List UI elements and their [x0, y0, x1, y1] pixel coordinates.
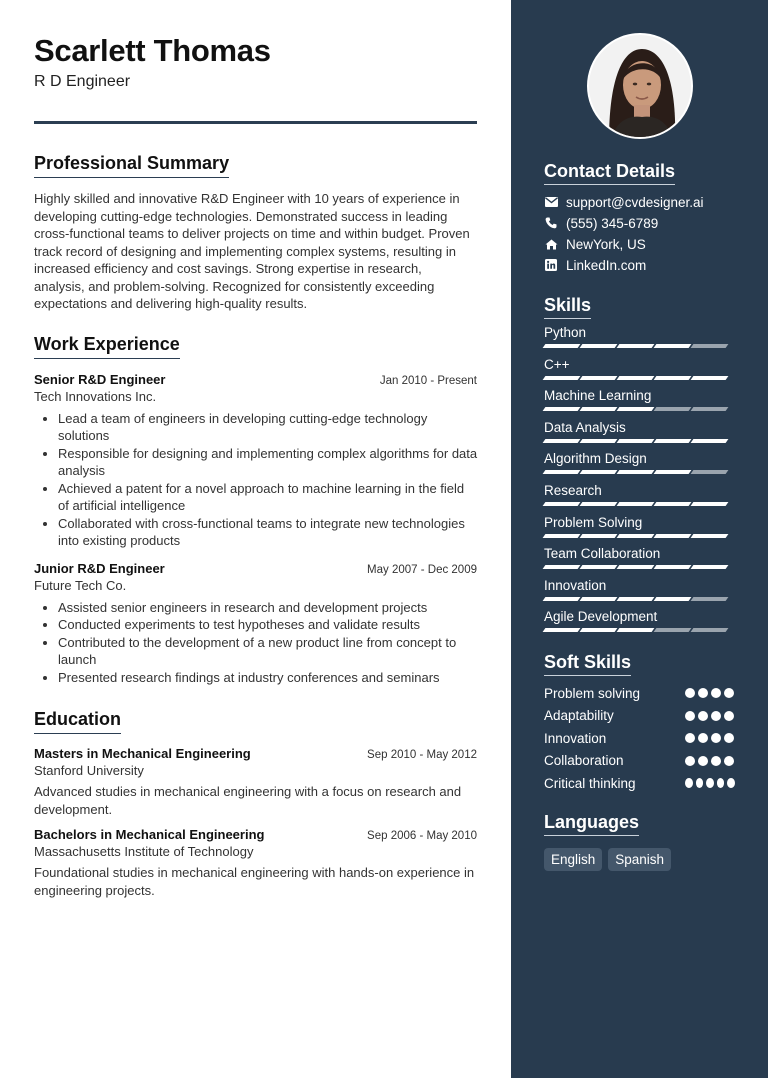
profile-photo: [587, 33, 693, 139]
skill-level-segment: [691, 565, 729, 569]
skill-name: Research: [544, 482, 602, 498]
job-title: Junior R&D Engineer: [34, 560, 165, 576]
skill-name: Innovation: [544, 577, 607, 593]
skill-level-segment: [617, 439, 655, 443]
skill-item: [544, 324, 735, 356]
skill-level-segment: [691, 376, 729, 380]
job-bullet: • Responsible for designing and implementing complex algorithms for data analysis: [58, 445, 478, 480]
degree-date: Sep 2010 - May 2012: [367, 749, 477, 761]
rating-dot: [685, 778, 693, 788]
job-date: May 2007 - Dec 2009: [367, 563, 477, 576]
degree-title: Masters in Mechanical Engineering: [34, 746, 251, 761]
skill-level-segment: [654, 470, 692, 474]
skill-level-segment: [580, 376, 618, 380]
skill-name: Python: [544, 325, 587, 340]
rating-dot: [698, 733, 708, 743]
skill-item: [544, 419, 735, 451]
skill-level-segment: [654, 502, 692, 506]
skill-level-segment: [617, 470, 655, 474]
skill-level-segment: [580, 502, 618, 506]
summary-text: Highly skilled and innovative R&D Engineer with 10 years of experience in developing cutting-edge technologies. Demonstrated success in leading cross-functional teams to deliver projects on time and within budget. Proven track record of designing and implementing complex systems, resulting in increased efficiency and cost savings. Strong expertise in research, analysis, and problem-solving. Recognized for consistently exceeding expectations and delivering high-quality results.: [34, 191, 470, 311]
skill-level-segment: [543, 470, 581, 474]
rating-dot: [727, 778, 735, 788]
rating-dot: [685, 733, 695, 743]
soft-skill-item: [544, 704, 735, 727]
skill-level-segment: [543, 628, 581, 632]
skill-level-bar: [544, 439, 735, 443]
skill-name: Data Analysis: [544, 419, 626, 435]
linkedin-icon: [544, 258, 558, 272]
skill-level-segment: [543, 376, 581, 380]
job-bullet: • Contributed to the development of a new product line from concept to launch: [58, 634, 478, 669]
job-bullet: • Lead a team of engineers in developing cutting-edge technology solutions: [58, 410, 478, 445]
job-company: Tech Innovations Inc.: [34, 388, 157, 404]
skill-level-bar: [544, 470, 735, 474]
skill-level-segment: [580, 344, 618, 348]
skill-level-segment: [543, 407, 581, 411]
skill-level-segment: [617, 597, 655, 601]
skill-name: Problem Solving: [544, 514, 643, 530]
soft-skill-rating: [685, 711, 735, 721]
skill-level-bar: [544, 534, 735, 538]
skill-level-segment: [691, 597, 729, 601]
skill-level-bar: [544, 344, 735, 348]
skill-item: [544, 356, 735, 388]
skill-level-segment: [654, 628, 692, 632]
skill-level-segment: [654, 534, 692, 538]
phone-text: (555) 345-6789: [566, 215, 659, 231]
skill-level-segment: [580, 407, 618, 411]
job-bullet: • Assisted senior engineers in research and development projects: [58, 599, 478, 617]
email-text: support@cvdesigner.ai: [566, 194, 704, 210]
rating-dot: [698, 711, 708, 721]
skill-level-segment: [543, 565, 581, 569]
job-company: Future Tech Co.: [34, 577, 127, 593]
rating-dot: [711, 756, 721, 766]
rating-dot: [711, 733, 721, 743]
skill-level-bar: [544, 628, 735, 632]
soft-skills-list: [544, 682, 735, 795]
envelope-icon: [544, 195, 558, 209]
skill-level-segment: [543, 344, 581, 348]
skill-level-segment: [654, 407, 692, 411]
soft-skill-item: [544, 749, 735, 772]
rating-dot: [724, 711, 734, 721]
skill-level-segment: [654, 565, 692, 569]
education-entry: [34, 827, 477, 899]
skills-section: [544, 295, 735, 640]
skill-level-segment: [691, 407, 729, 411]
skill-level-segment: [654, 597, 692, 601]
skill-name: Machine Learning: [544, 388, 652, 404]
rating-dot: [685, 688, 695, 698]
candidate-name: Scarlett Thomas: [34, 33, 271, 68]
soft-skill-item: [544, 727, 735, 750]
soft-skill-item: [544, 772, 735, 795]
language-tags: [544, 848, 735, 871]
job-bullet: • Conducted experiments to test hypotheses and validate results: [58, 616, 478, 634]
summary-section: [34, 153, 477, 313]
skill-level-bar: [544, 565, 735, 569]
skill-level-segment: [543, 439, 581, 443]
skill-level-segment: [654, 344, 692, 348]
contact-phone[interactable]: [544, 215, 735, 231]
skill-level-segment: [654, 439, 692, 443]
skill-level-segment: [691, 502, 729, 506]
soft-skill-name: Critical thinking: [544, 775, 636, 791]
skill-item: [544, 545, 735, 577]
rating-dot: [698, 756, 708, 766]
skill-level-bar: [544, 407, 735, 411]
skill-name: Agile Development: [544, 609, 658, 625]
sidebar: [511, 0, 768, 1078]
linkedin-text: LinkedIn.com: [566, 257, 647, 273]
skill-level-segment: [543, 597, 581, 601]
skill-level-bar: [544, 597, 735, 601]
skill-level-segment: [617, 407, 655, 411]
contact-section: [544, 161, 735, 273]
degree-description: Advanced studies in mechanical engineering with a focus on research and development.: [34, 784, 462, 817]
skill-level-segment: [580, 470, 618, 474]
soft-skill-rating: [685, 688, 735, 698]
skill-level-segment: [580, 534, 618, 538]
languages-heading: Languages: [544, 812, 639, 836]
skill-item: [544, 577, 735, 609]
education-entry: [34, 746, 477, 818]
work-heading: Work Experience: [34, 334, 180, 359]
soft-skill-rating: [685, 733, 735, 743]
work-section: [34, 334, 477, 687]
rating-dot: [717, 778, 725, 788]
rating-dot: [724, 756, 734, 766]
languages-section: [544, 812, 735, 871]
location-text: NewYork, US: [566, 236, 646, 252]
soft-skills-heading: Soft Skills: [544, 652, 631, 676]
rating-dot: [698, 688, 708, 698]
skill-level-segment: [617, 534, 655, 538]
skill-item: [544, 514, 735, 546]
degree-description: Foundational studies in mechanical engineering with hands-on experience in engineering projects.: [34, 865, 475, 898]
job-entry: [34, 561, 477, 687]
rating-dot: [685, 756, 695, 766]
soft-skill-name: Adaptability: [544, 708, 614, 724]
degree-date: Sep 2006 - May 2010: [367, 830, 477, 842]
language-tag: English: [544, 848, 602, 871]
job-bullet: • Presented research findings at industry conferences and seminars: [58, 669, 478, 687]
skills-heading: Skills: [544, 295, 591, 319]
soft-skill-name: Collaboration: [544, 753, 624, 769]
job-date: Jan 2010 - Present: [379, 374, 477, 387]
rating-dot: [724, 733, 734, 743]
skill-item: [544, 482, 735, 514]
job-bullet: • Achieved a patent for a novel approach to machine learning in the field of artificial intelligence: [58, 480, 478, 515]
rating-dot: [696, 778, 704, 788]
rating-dot: [711, 688, 721, 698]
skills-list: [544, 324, 735, 640]
skill-item: [544, 608, 735, 640]
job-bullets: [58, 599, 478, 687]
soft-skill-name: Innovation: [544, 730, 607, 746]
contact-linkedin[interactable]: [544, 257, 735, 273]
skill-level-segment: [617, 502, 655, 506]
job-title: Senior R&D Engineer: [34, 371, 166, 387]
job-bullets: [58, 410, 478, 550]
header-divider: [34, 121, 477, 124]
job-bullet: • Collaborated with cross-functional teams to integrate new technologies into existing products: [58, 515, 478, 550]
skill-level-segment: [543, 534, 581, 538]
skill-level-segment: [654, 376, 692, 380]
phone-icon: [544, 216, 558, 230]
skill-level-segment: [580, 439, 618, 443]
degree-title: Bachelors in Mechanical Engineering: [34, 827, 265, 842]
skill-level-segment: [691, 439, 729, 443]
skill-level-segment: [543, 502, 581, 506]
rating-dot: [685, 711, 695, 721]
skill-level-segment: [617, 344, 655, 348]
soft-skills-section: [544, 652, 735, 795]
contact-heading: Contact Details: [544, 161, 675, 185]
skill-level-bar: [544, 502, 735, 506]
skill-name: Algorithm Design: [544, 451, 647, 467]
skill-item: [544, 450, 735, 482]
home-icon: [544, 237, 558, 251]
language-tag: Spanish: [608, 848, 671, 871]
skill-level-segment: [617, 376, 655, 380]
skill-level-segment: [691, 534, 729, 538]
skill-name: Team Collaboration: [544, 546, 661, 562]
soft-skill-rating: [685, 756, 735, 766]
skill-level-segment: [617, 628, 655, 632]
school-name: Massachusetts Institute of Technology: [34, 844, 254, 859]
soft-skill-item: [544, 682, 735, 705]
skill-level-segment: [691, 470, 729, 474]
candidate-role: R D Engineer: [34, 73, 131, 90]
rating-dot: [724, 688, 734, 698]
skill-level-segment: [580, 597, 618, 601]
contact-email[interactable]: [544, 194, 735, 210]
soft-skill-name: Problem solving: [544, 685, 641, 701]
contact-location: [544, 236, 735, 252]
education-section: [34, 709, 477, 899]
skill-item: [544, 387, 735, 419]
skill-level-segment: [691, 344, 729, 348]
education-heading: Education: [34, 709, 121, 734]
skill-level-segment: [691, 628, 729, 632]
summary-heading: Professional Summary: [34, 153, 229, 178]
skill-name: C++: [544, 356, 570, 372]
skill-level-segment: [617, 565, 655, 569]
rating-dot: [706, 778, 714, 788]
job-entry: [34, 372, 477, 550]
school-name: Stanford University: [34, 763, 144, 778]
skill-level-bar: [544, 376, 735, 380]
skill-level-segment: [580, 565, 618, 569]
rating-dot: [711, 711, 721, 721]
soft-skill-rating: [685, 778, 735, 788]
skill-level-segment: [580, 628, 618, 632]
